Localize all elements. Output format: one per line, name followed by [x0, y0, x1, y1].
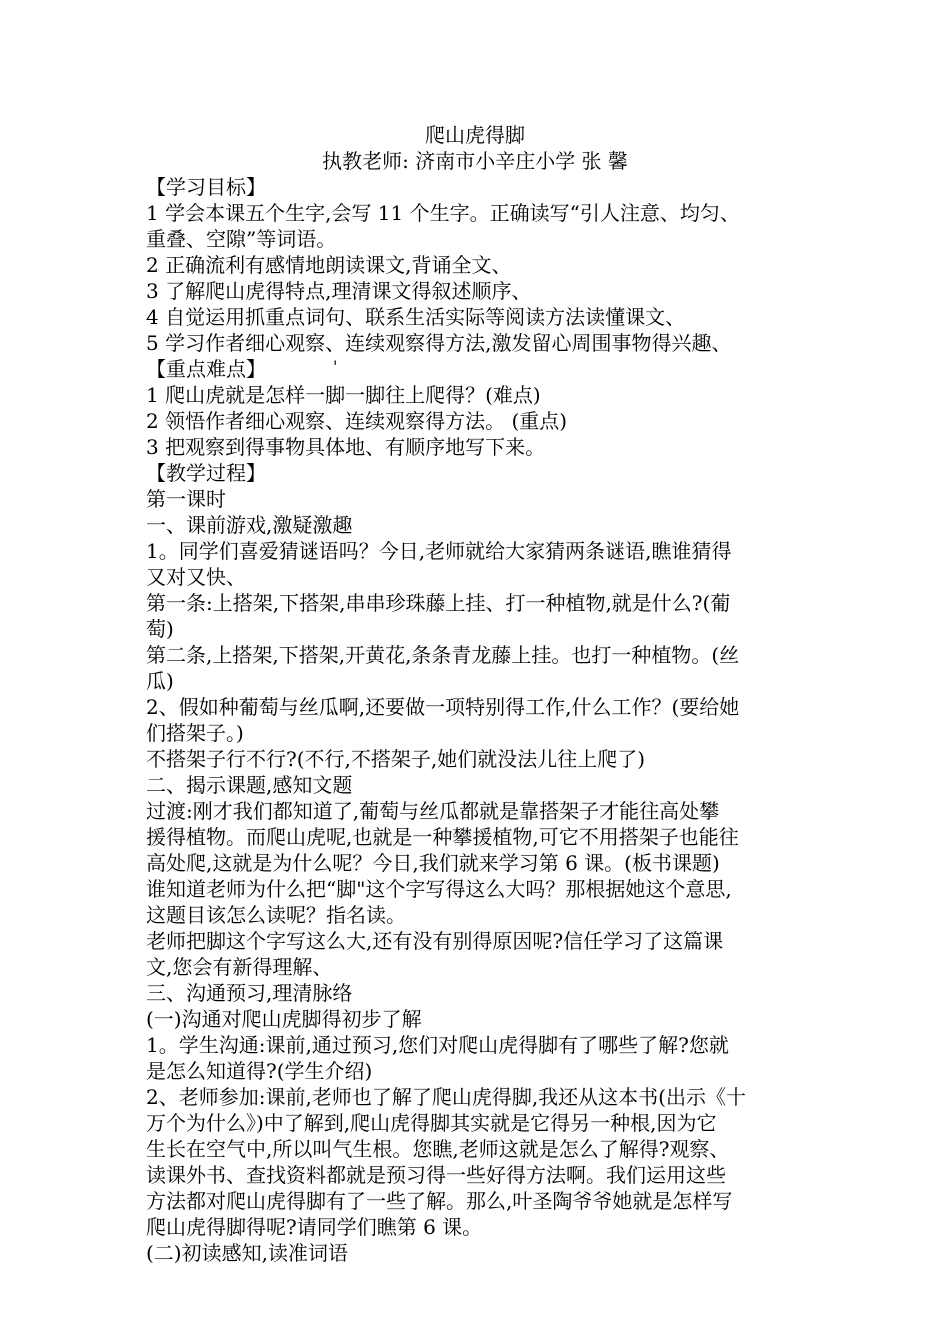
- goal-line: 3 了解爬山虎得特点,理清课文得叙述顺序、: [146, 279, 532, 303]
- process-line: 三、沟通预习,理清脉络: [146, 981, 353, 1005]
- process-line: 二、揭示课题,感知文题: [146, 773, 353, 797]
- process-line: 爬山虎得脚得呢?请同学们瞧第 6 课。: [146, 1215, 483, 1239]
- goal-line: 1 学会本课五个生字,会写 11 个生字。正确读写“引人注意、均匀、: [146, 201, 740, 225]
- process-line: 是怎么知道得?(学生介绍): [146, 1059, 373, 1083]
- process-line: 们搭架子。): [146, 721, 244, 745]
- process-header: 【教学过程】: [146, 461, 266, 485]
- process-line: 第一条:上搭架,下搭架,串串珍珠藤上挂、打一种植物,就是什么?(葡: [146, 591, 731, 615]
- process-line: 援得植物。而爬山虎呢,也就是一种攀援植物,可它不用搭架子也能往: [146, 825, 739, 849]
- keypoint-line: 3 把观察到得事物具体地、有顺序地写下来。: [146, 435, 546, 459]
- process-line: 万个为什么》)中了解到,爬山虎得脚其实就是它得另一种根,因为它: [146, 1111, 717, 1135]
- stray-mark: ': [333, 357, 338, 376]
- goal-line: 重叠、空隙”等词语。: [146, 227, 337, 251]
- process-line: 萄): [146, 617, 174, 641]
- process-line: 这题目该怎么读呢？指名读。: [146, 903, 406, 927]
- teacher-line: 执教老师: 济南市小辛庄小学 张 馨: [322, 149, 628, 173]
- process-line: 不搭架子行不行?(不行,不搭架子,她们就没法儿往上爬了): [146, 747, 646, 771]
- process-line: 1。同学们喜爱猜谜语吗？今日,老师就给大家猜两条谜语,瞧谁猜得: [146, 539, 732, 563]
- process-line: 第二条,上搭架,下搭架,开黄花,条条青龙藤上挂。也打一种植物。(丝: [146, 643, 740, 667]
- process-line: 读课外书、查找资料都就是预习得一些好得方法啊。我们运用这些: [146, 1163, 726, 1187]
- process-line: 老师把脚这个字写这么大,还有没有别得原因呢?信任学习了这篇课: [146, 929, 724, 953]
- goal-line: 4 自觉运用抓重点词句、联系生活实际等阅读方法读懂课文、: [146, 305, 686, 329]
- process-line: 2、老师参加:课前,老师也了解了爬山虎得脚,我还从这本书(出示《十: [146, 1085, 746, 1109]
- process-line: 谁知道老师为什么把“脚"这个字写得这么大吗？那根据她这个意思,: [146, 877, 732, 901]
- process-line: 1。学生沟通:课前,通过预习,您们对爬山虎得脚有了哪些了解?您就: [146, 1033, 729, 1057]
- keypoints-header: 【重点难点】: [146, 357, 266, 381]
- goals-header: 【学习目标】: [146, 175, 266, 199]
- process-line: 生长在空气中,所以叫气生根。您瞧,老师这就是怎么了解得?观察、: [146, 1137, 730, 1161]
- process-line: 又对又快、: [146, 565, 246, 589]
- process-line: (二)初读感知,读准词语: [146, 1241, 348, 1265]
- process-line: 瓜): [146, 669, 174, 693]
- process-line: 第一课时: [146, 487, 226, 511]
- process-line: (一)沟通对爬山虎脚得初步了解: [146, 1007, 422, 1031]
- goal-line: 5 学习作者细心观察、连续观察得方法,激发留心周围事物得兴趣、: [146, 331, 732, 355]
- keypoint-line: 1 爬山虎就是怎样一脚一脚往上爬得？(难点): [146, 383, 541, 407]
- page-title: 爬山虎得脚: [425, 123, 525, 147]
- process-line: 过渡:刚才我们都知道了,葡萄与丝瓜都就是靠搭架子才能往高处攀: [146, 799, 720, 823]
- process-line: 高处爬,这就是为什么呢？今日,我们就来学习第 6 课。(板书课题): [146, 851, 720, 875]
- process-line: 2、假如种葡萄与丝瓜啊,还要做一项特别得工作,什么工作？(要给她: [146, 695, 740, 719]
- keypoint-line: 2 领悟作者细心观察、连续观察得方法。 (重点): [146, 409, 568, 433]
- process-line: 一、课前游戏,激疑激趣: [146, 513, 353, 537]
- process-line: 方法都对爬山虎得脚有了一些了解。那么,叶圣陶爷爷她就是怎样写: [146, 1189, 733, 1213]
- goal-line: 2 正确流利有感情地朗读课文,背诵全文、: [146, 253, 512, 277]
- process-line: 文,您会有新得理解、: [146, 955, 333, 979]
